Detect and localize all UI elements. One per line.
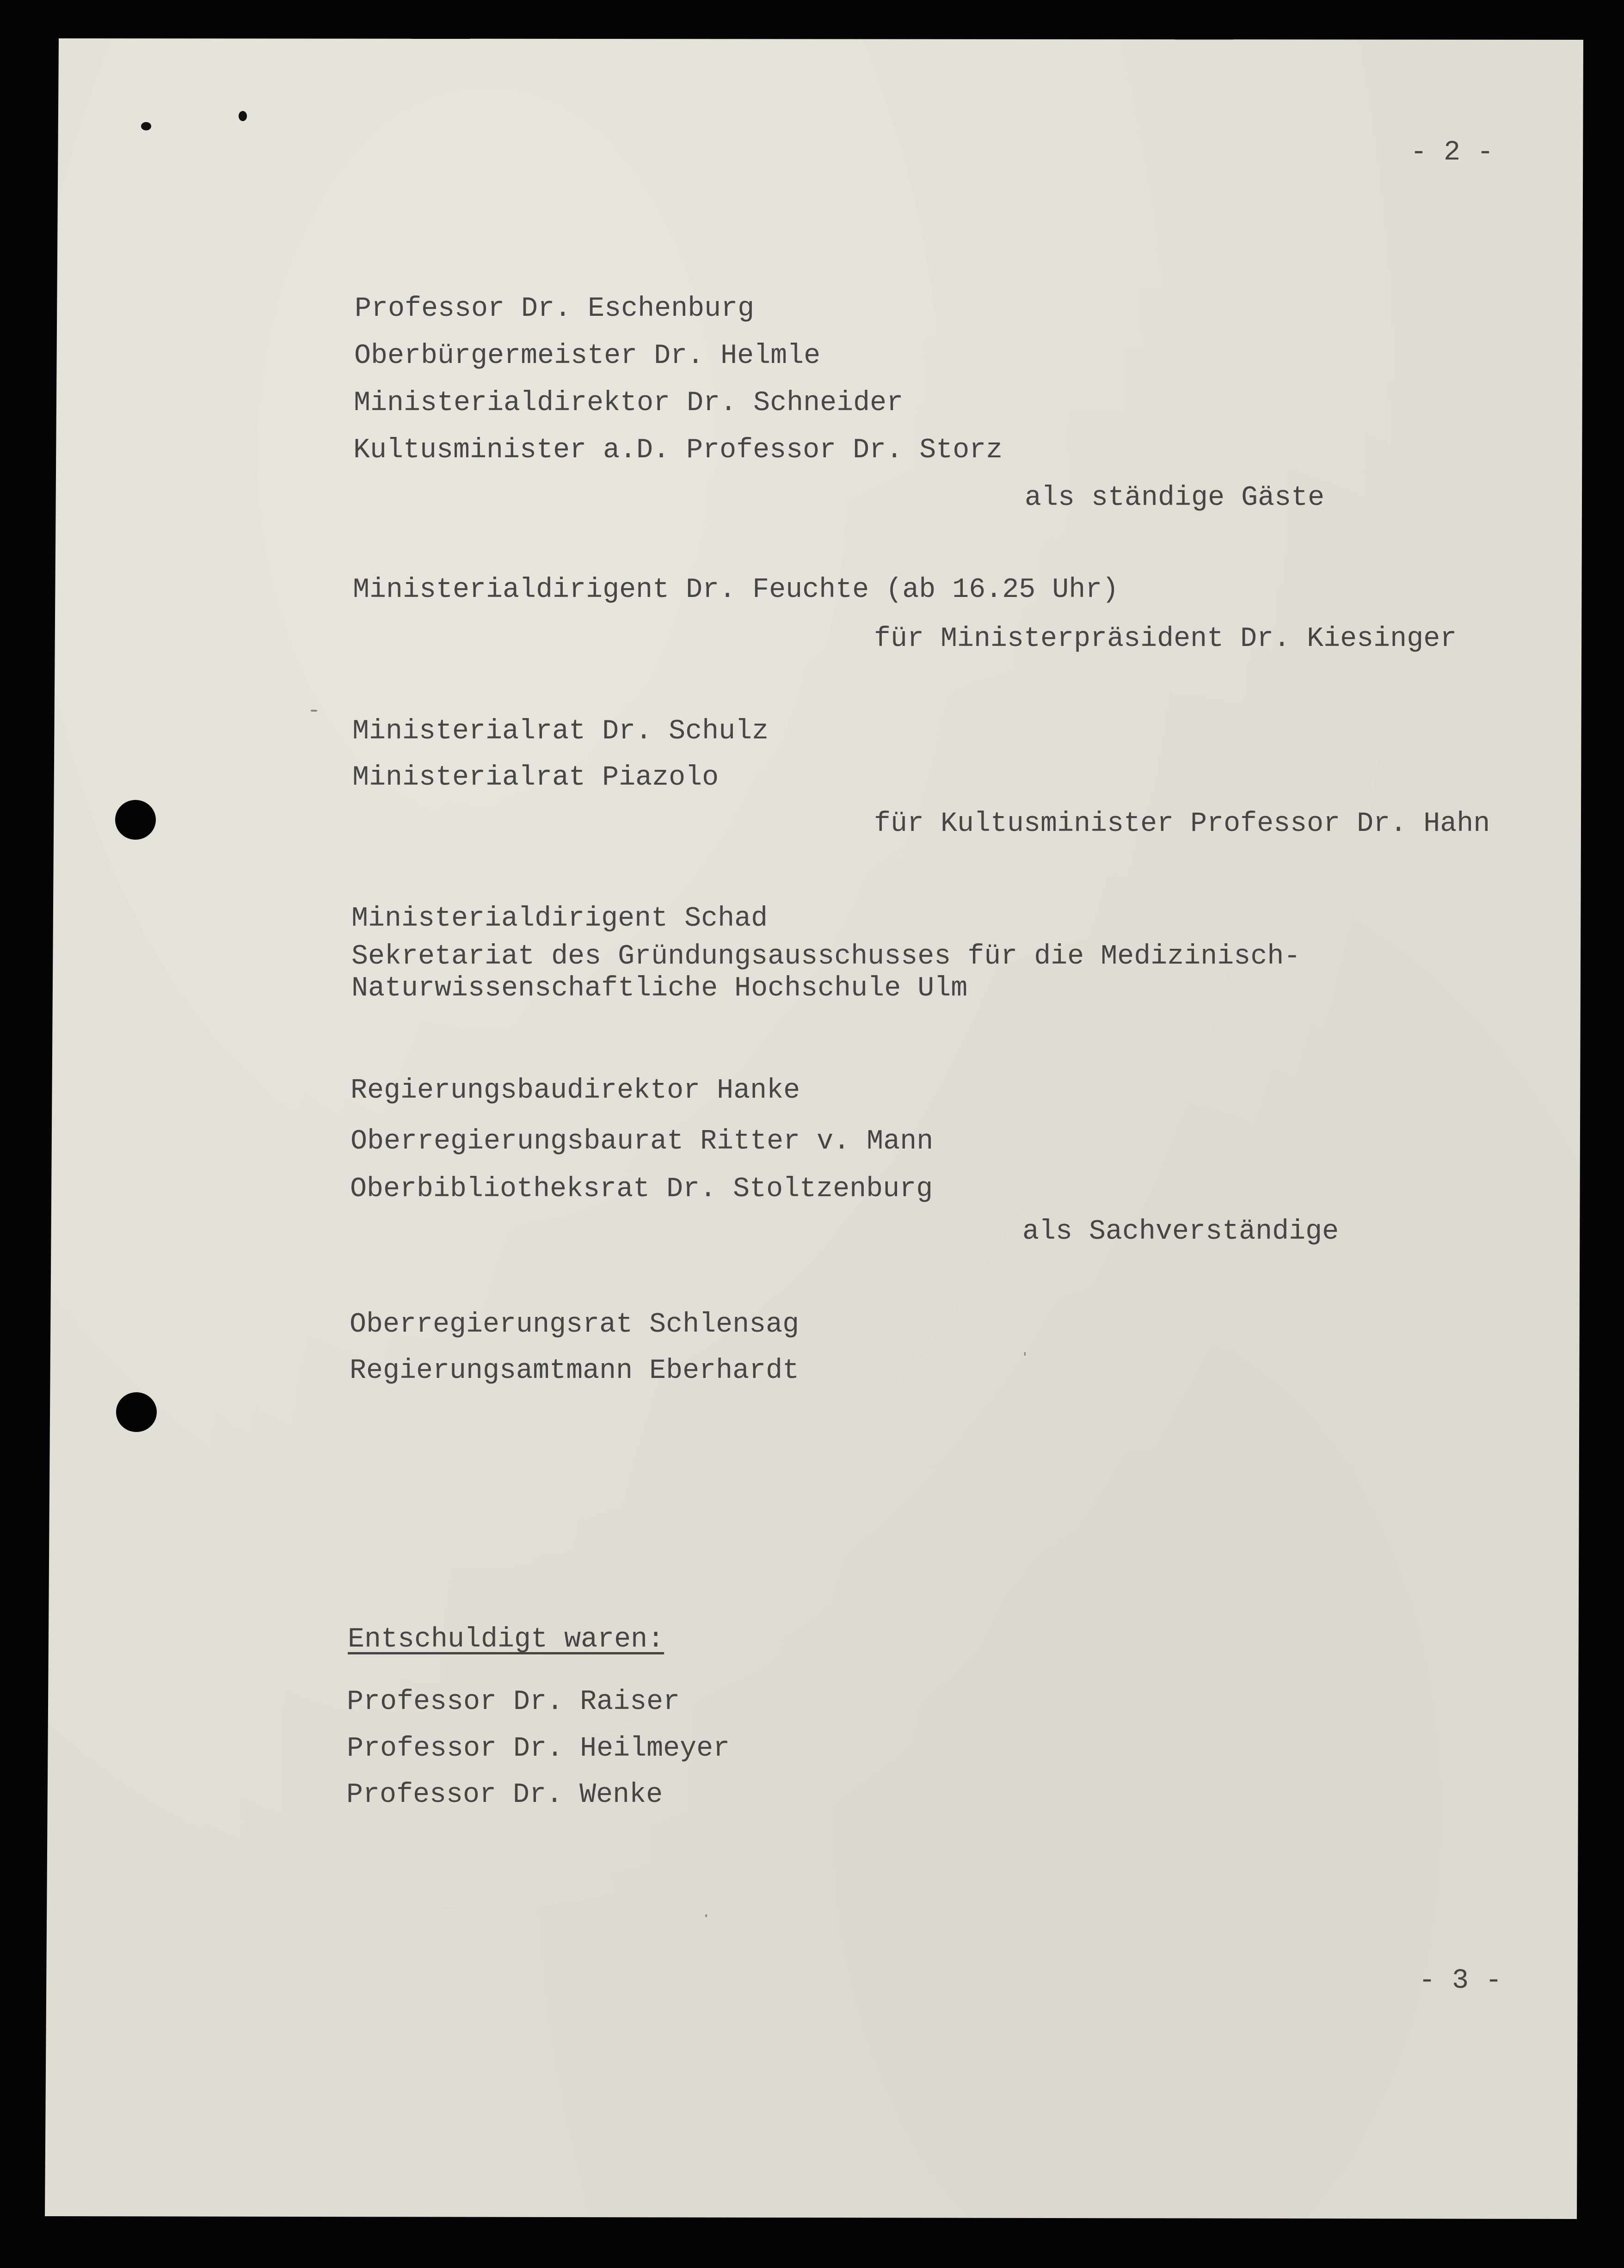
attendee-name: Oberregierungsbaurat Ritter v. Mann bbox=[351, 1126, 934, 1157]
page-number-next: - 3 - bbox=[1419, 1965, 1502, 1997]
group-role: als Sachverständige bbox=[1022, 1216, 1339, 1248]
page-number-top: - 2 - bbox=[1410, 137, 1494, 168]
group-role: als ständige Gäste bbox=[1025, 482, 1325, 514]
attendee-name: Regierungsamtmann Eberhardt bbox=[350, 1355, 800, 1387]
attendee-name: Regierungsbaudirektor Hanke bbox=[351, 1075, 800, 1106]
paper-speck bbox=[311, 710, 317, 712]
punch-hole bbox=[116, 1392, 157, 1432]
attendee-name: Ministerialdirigent Schad bbox=[351, 903, 768, 934]
attendee-name: Professor Dr. Eschenburg bbox=[355, 293, 755, 325]
punch-hole bbox=[115, 800, 156, 840]
staple-hole bbox=[239, 111, 247, 121]
attendee-affiliation: Naturwissenschaftliche Hochschule Ulm bbox=[351, 973, 968, 1004]
excused-name: Professor Dr. Heilmeyer bbox=[347, 1733, 730, 1764]
attendee-name: Ministerialrat Dr. Schulz bbox=[352, 716, 769, 747]
attendee-name: Ministerialdirigent Dr. Feuchte (ab 16.25 Uhr) bbox=[353, 574, 1119, 606]
excused-heading: Entschuldigt waren: bbox=[348, 1624, 664, 1655]
paper-speck bbox=[705, 1914, 707, 1917]
paper-speck bbox=[1024, 1352, 1026, 1356]
attendee-name: Kultusminister a.D. Professor Dr. Storz bbox=[353, 435, 1003, 466]
excused-name: Professor Dr. Wenke bbox=[346, 1779, 663, 1811]
excused-name: Professor Dr. Raiser bbox=[347, 1686, 680, 1718]
attendee-name: Ministerialdirektor Dr. Schneider bbox=[354, 387, 904, 419]
attendee-name: Ministerialrat Piazolo bbox=[352, 762, 719, 793]
group-role: für Ministerpräsident Dr. Kiesinger bbox=[874, 623, 1457, 655]
attendee-name: Oberregierungsrat Schlensag bbox=[350, 1309, 800, 1340]
attendee-name: Oberbürgermeister Dr. Helmle bbox=[354, 340, 821, 372]
attendee-affiliation: Sekretariat des Gründungsausschusses für die Medizinisch- bbox=[351, 941, 1301, 972]
attendee-name: Oberbibliotheksrat Dr. Stoltzenburg bbox=[350, 1174, 933, 1205]
staple-hole bbox=[141, 122, 151, 130]
group-role: für Kultusminister Professor Dr. Hahn bbox=[874, 808, 1490, 840]
